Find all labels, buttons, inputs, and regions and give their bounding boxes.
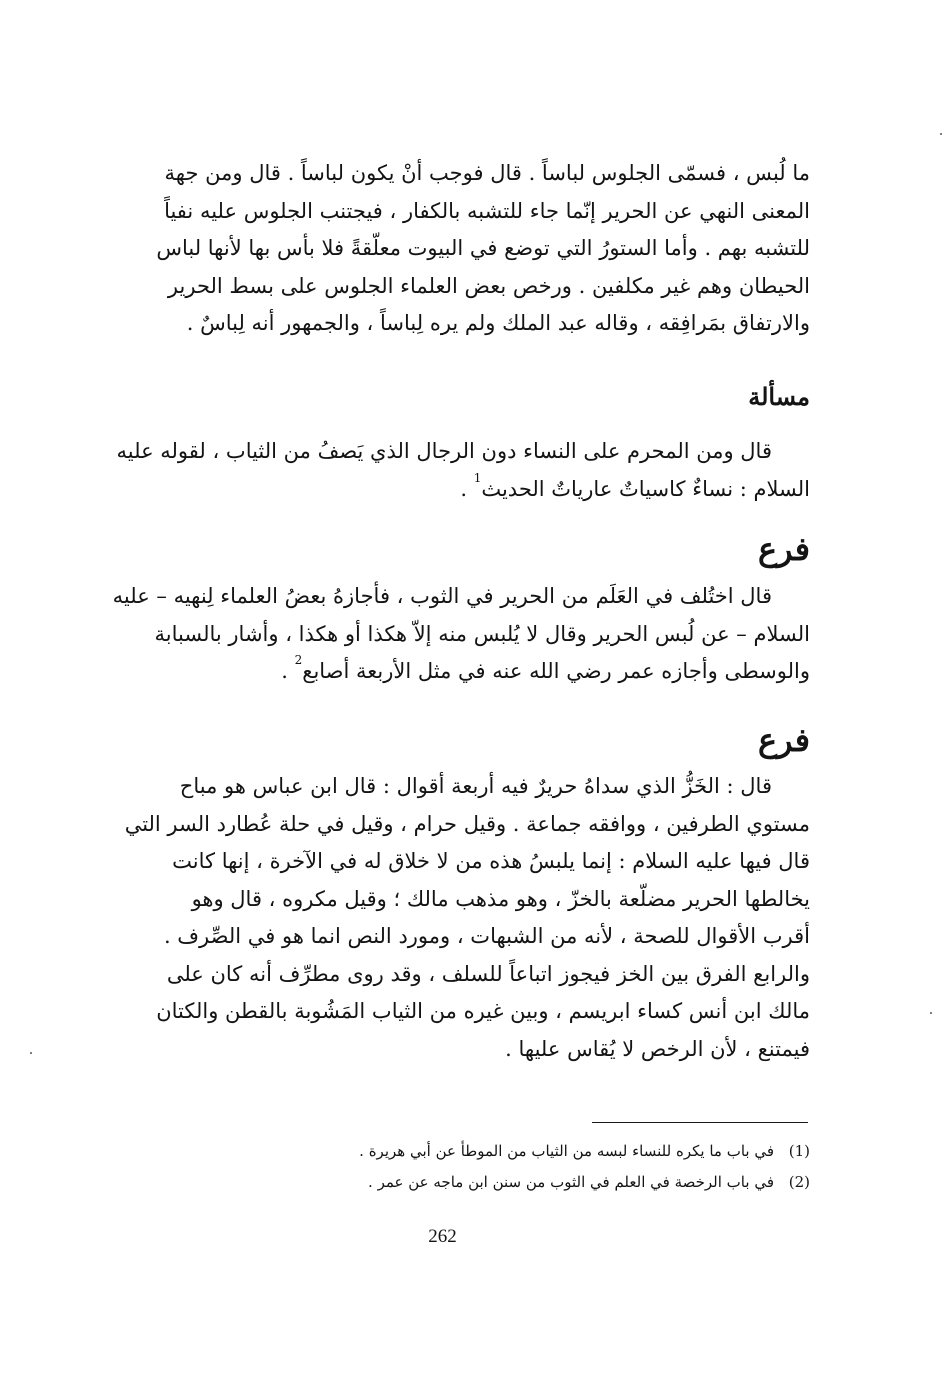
- paragraph-text: والوسطى وأجازه عمر رضي الله عنه في مثل الأربعة أصابع: [302, 659, 810, 683]
- footnote-1: [104, 1136, 810, 1167]
- line-end: .: [460, 476, 474, 501]
- paragraph-line: للتشبه بهم . وأما الستورُ التي توضع في البيوت معلّقةً فلا بأس بها لأنها لباس: [156, 236, 810, 260]
- paragraph-line: والرابع الفرق بين الخز فيجوز اتباعاً للسلف ، وقد روى مطرِّف أنه كان على: [166, 961, 810, 986]
- paragraph-line: قال ومن المحرم على النساء دون الرجال الذي يَصفُ من الثياب ، لقوله عليه: [116, 439, 772, 463]
- paragraph-line: مالك ابن أنس كساء ابريسم ، وبين غيره من الثياب المَشُوبة بالقطن والكتان: [156, 999, 810, 1023]
- paragraph-line: السلام – عن لُبس الحرير وقال لا يُلبس منه إلاّ هكذا أو هكذا ، وأشار بالسبابة: [154, 621, 810, 646]
- paragraph-3: [104, 578, 810, 691]
- hadith-text: السلام : نساءٌ كاسياتٌ عارياتٌ الحديث: [481, 476, 810, 501]
- paragraph-line: ما لُبس ، فسمّى الجلوس لباساً . قال فوجب أنْ يكون لباساً . قال ومن جهة: [164, 161, 810, 185]
- paragraph-line: قال : الخَزُّ الذي سداهُ حريرٌ فيه أربعة أقوال : قال ابن عباس هو مباح: [179, 774, 772, 798]
- section-heading-far-1: فرع: [757, 530, 810, 568]
- paragraph-line: مستوي الطرفين ، ووافقه جماعة . وقيل حرام ، وقيل في حلة عُطارد السر التي: [124, 811, 810, 836]
- paragraph-line: المعنى النهي عن الحرير إنّما جاء للتشبه بالكفار ، فيجتنب الجلوس عليه نفياً: [164, 198, 810, 223]
- scan-speck: [30, 1052, 32, 1054]
- paragraph-line: قال فيها عليه السلام : إنما يلبسُ هذه من لا خلاق له في الآخرة ، إنها كانت: [172, 849, 810, 873]
- paragraph-2: [104, 433, 810, 508]
- paragraph-line: أقرب الأقوال للصحة ، لأنه من الشبهات ، ومورد النص انما هو في الصِّرف .: [163, 924, 810, 948]
- footnote-text: في باب الرخصة في العلم في الثوب من سنن ابن ماجه عن عمر .: [368, 1173, 774, 1191]
- scan-speck: [940, 133, 942, 135]
- footnote-text: في باب ما يكره للنساء لبسه من الثياب من الموطأ عن أبي هريرة .: [359, 1142, 774, 1160]
- footnote-ref-1[interactable]: 1: [473, 470, 482, 485]
- paragraph-line: يخالطها الحرير مضلّعة بالخزّ ، وهو مذهب مالك ؛ وقيل مكروه ، قال وهو: [191, 886, 810, 911]
- page-number: 262: [428, 1226, 457, 1247]
- paragraph-4: [104, 768, 810, 1068]
- paragraph-line: فيمتنع ، لأن الرخص لا يُقاس عليها .: [505, 1036, 810, 1061]
- paragraph-line: قال اختُلف في العَلَم من الحرير في الثوب ، فأجازهُ بعضُ العلماء لِنهيه – عليه: [112, 584, 772, 608]
- footnote-ref-2[interactable]: 2: [294, 653, 303, 667]
- section-heading-far-2: فرع: [757, 721, 810, 759]
- paragraph-line: [104, 471, 810, 509]
- scan-speck: [930, 1012, 932, 1014]
- section-heading-masala: مسألة: [748, 382, 810, 411]
- paragraph-line: [104, 653, 810, 691]
- line-end: .: [281, 659, 295, 683]
- footnote-number: (2): [788, 1173, 810, 1191]
- footnote-number: (1): [788, 1142, 810, 1160]
- footnotes: [104, 1136, 810, 1198]
- paragraph-1: [104, 155, 810, 343]
- paragraph-line: الحيطان وهم غير مكلفين . ورخص بعض العلماء الجلوس على بسط الحرير: [167, 273, 810, 298]
- paragraph-line: والارتفاق بمَرافِقه ، وقاله عبد الملك ولم يره لِباساً ، والجمهور أنه لِباسٌ .: [186, 311, 810, 335]
- footnote-2: [104, 1167, 810, 1198]
- footnote-divider: [592, 1122, 808, 1123]
